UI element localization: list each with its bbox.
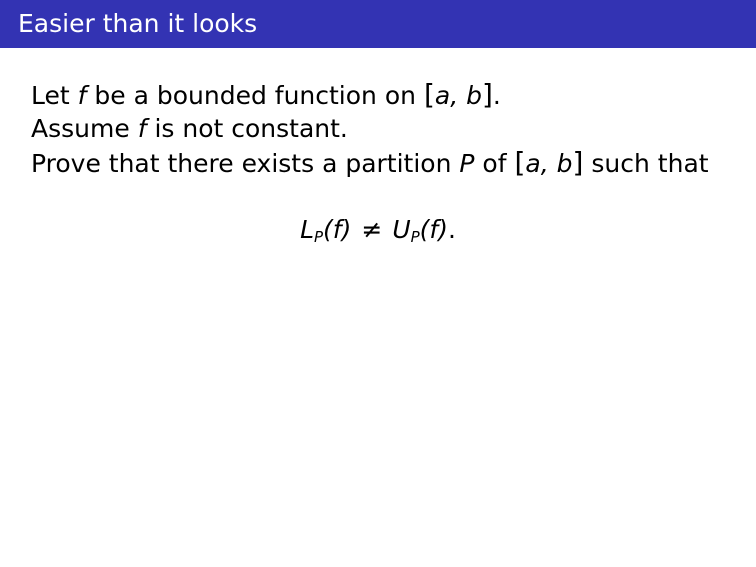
partition-symbol: P xyxy=(459,149,475,178)
slide-body xyxy=(31,78,709,180)
statement-line-3: Prove that there exists a partition P of [a, b] such that xyxy=(31,146,709,179)
interval-expression: a, b xyxy=(525,149,573,178)
lower-sum: $L_P(f)$ xyxy=(300,215,352,246)
upper-sum: $U_P(f)$ xyxy=(392,215,448,246)
slide-title: Easier than it looks xyxy=(18,9,258,38)
slide-title-bar xyxy=(0,0,756,48)
statement-line-1: Let f be a bounded function on [a, b]. xyxy=(31,78,501,111)
not-equal-symbol: ≠ xyxy=(361,215,383,244)
function-symbol: f xyxy=(77,81,87,110)
interval-expression: a, b xyxy=(434,81,482,110)
function-symbol: f xyxy=(137,114,147,143)
statement-line-2: Assume f is not constant. xyxy=(31,114,348,143)
display-formula: $L_P(f) \ne U_P(f)$. xyxy=(300,215,456,246)
